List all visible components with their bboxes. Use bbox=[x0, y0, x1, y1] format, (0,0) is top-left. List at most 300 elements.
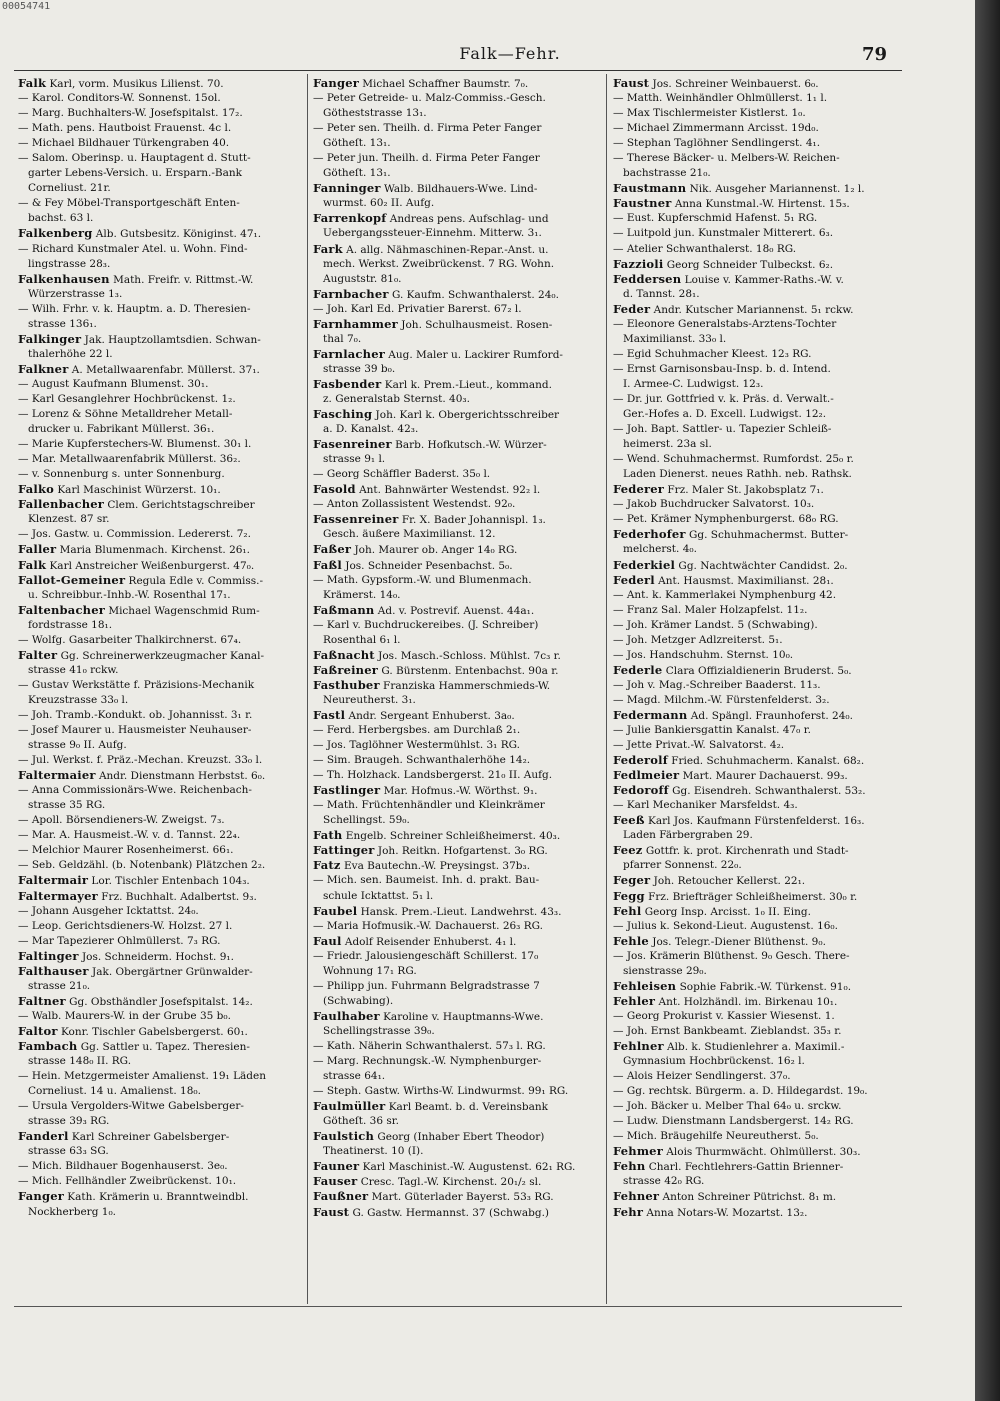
entry-text: — Luitpold jun. Kunstmaler Mitterert. 6₃. bbox=[613, 227, 834, 240]
directory-entry-line bbox=[613, 738, 897, 753]
entry-text: Konr. Tischler Gabelsbergerst. 60₁. bbox=[57, 1025, 248, 1038]
entry-surname: Faulmüller bbox=[313, 1099, 386, 1114]
directory-entry-line bbox=[613, 407, 897, 422]
directory-entry bbox=[313, 482, 597, 497]
entry-text: u. Schreibbur.-Inhb.-W. Rosenthal 17₁. bbox=[28, 588, 231, 601]
directory-entry-line bbox=[18, 1159, 302, 1174]
directory-entry bbox=[18, 648, 302, 663]
entry-text: — Joh. Karl Ed. Privatier Barerst. 67₂ l. bbox=[313, 302, 522, 315]
directory-entry bbox=[18, 542, 302, 557]
directory-entry bbox=[313, 783, 597, 798]
directory-entry bbox=[313, 317, 597, 332]
entry-text: sienstrasse 29₀. bbox=[623, 964, 707, 977]
entry-text: — Math. pens. Hautboist Frauenst. 4c l. bbox=[18, 122, 232, 135]
entry-text: Walb. Bildhauers-Wwe. Lind- bbox=[380, 183, 538, 196]
entry-surname: Faulhaber bbox=[313, 1008, 380, 1023]
directory-entry bbox=[613, 1189, 897, 1204]
directory-entry-line bbox=[18, 858, 302, 873]
entry-surname: Faßmann bbox=[313, 602, 375, 617]
directory-entry bbox=[313, 858, 597, 873]
entry-text: — Ferd. Herbergsbes. am Durchlaß 2₁. bbox=[313, 724, 521, 737]
directory-entry bbox=[18, 76, 302, 91]
entry-text: — Kath. Näherin Schwanthalerst. 57₃ l. RG. bbox=[313, 1040, 546, 1052]
entry-surname: Fazzioli bbox=[613, 256, 664, 271]
entry-text: Kath. Krämerin u. Branntweindbl. bbox=[63, 1191, 249, 1204]
directory-entry-line bbox=[613, 121, 897, 136]
directory-entry-line bbox=[313, 166, 597, 181]
entry-surname: Faßreiner bbox=[313, 662, 379, 677]
directory-entry-line bbox=[18, 91, 302, 106]
entry-text: — v. Sonnenburg s. unter Sonnenburg. bbox=[18, 468, 225, 481]
directory-entry-line bbox=[18, 181, 302, 196]
entry-surname: Fasold bbox=[313, 482, 356, 497]
entry-surname: Faulstich bbox=[313, 1129, 375, 1144]
header-rule bbox=[14, 70, 902, 71]
entry-text: Michael Wagenschmid Rum- bbox=[104, 604, 260, 617]
entry-text: Laden Färbergraben 29. bbox=[623, 829, 753, 842]
directory-entry-line bbox=[313, 964, 597, 979]
entry-surname: Fehner bbox=[613, 1189, 660, 1204]
entry-text: Schellingstrasse 39₀. bbox=[323, 1024, 435, 1037]
directory-entry bbox=[18, 1129, 302, 1144]
directory-entry-line bbox=[313, 136, 597, 151]
entry-surname: Falthauser bbox=[18, 963, 89, 978]
directory-entry bbox=[313, 377, 597, 392]
entry-text: Eva Bautechn.-W. Preysingst. 37b₃. bbox=[340, 860, 531, 873]
directory-entry-line bbox=[18, 1009, 302, 1024]
entry-text: — Mich. sen. Baumeist. Inh. d. prakt. Bau- bbox=[313, 874, 540, 887]
entry-text: — Lorenz & Söhne Metalldreher Metall- bbox=[18, 408, 233, 421]
entry-surname: Fallenbacher bbox=[18, 497, 105, 512]
column-3 bbox=[613, 76, 897, 1220]
entry-text: Götheſt. 36 sr. bbox=[323, 1115, 399, 1128]
directory-entry bbox=[613, 904, 897, 919]
directory-entry-line bbox=[313, 272, 597, 287]
entry-surname: Fehleisen bbox=[613, 978, 677, 993]
directory-entry-line bbox=[613, 542, 897, 557]
directory-entry bbox=[613, 1159, 897, 1174]
directory-entry-line bbox=[313, 633, 597, 648]
entry-text: — Franz Sal. Maler Holzapfelst. 11₂. bbox=[613, 603, 808, 616]
directory-entry-line bbox=[313, 196, 597, 211]
entry-text: Jos. Masch.-Schloss. Mühlst. 7c₃ r. bbox=[374, 649, 561, 662]
entry-surname: Fath bbox=[313, 828, 343, 843]
entry-text: Nockherberg 1₀. bbox=[28, 1205, 116, 1218]
entry-text: Joh. Schulhausmeist. Rosen- bbox=[397, 318, 553, 331]
entry-text: Joh. Maurer ob. Anger 14₀ RG. bbox=[351, 544, 518, 557]
entry-text: strasse 35 RG. bbox=[28, 799, 106, 812]
entry-text: — Joh. Metzger Adlzreiterst. 5₁. bbox=[613, 633, 783, 646]
directory-entry-line bbox=[18, 407, 302, 422]
directory-entry-line bbox=[613, 497, 897, 512]
directory-entry-line bbox=[18, 783, 302, 798]
entry-text: — Josef Maurer u. Hausmeister Neuhauser- bbox=[18, 724, 252, 737]
directory-entry-line bbox=[18, 106, 302, 121]
entry-text: — Julius k. Sekond-Lieut. Augustenst. 16₀. bbox=[613, 919, 838, 932]
entry-text: Anna Kunstmal.-W. Hirtenst. 15₃. bbox=[671, 198, 850, 211]
directory-entry-line bbox=[613, 1024, 897, 1039]
directory-entry-line bbox=[18, 136, 302, 151]
entry-text: — Karl v. Buchdruckereibes. (J. Schreiber) bbox=[313, 618, 539, 631]
directory-entry-line bbox=[313, 91, 597, 106]
entry-text: — Joh v. Mag.-Schreiber Baaderst. 11₃. bbox=[613, 678, 821, 691]
entry-text: Charl. Fechtlehrers-Gattin Brienner- bbox=[645, 1161, 844, 1174]
directory-entry bbox=[613, 663, 897, 678]
entry-surname: Fastlinger bbox=[313, 783, 381, 798]
directory-entry bbox=[313, 1189, 597, 1204]
entry-surname: Federmann bbox=[613, 707, 688, 722]
entry-text: Götheſt. 13₁. bbox=[323, 167, 391, 180]
entry-text: Jos. Schreiner Weinbauerst. 6₀. bbox=[649, 78, 819, 90]
entry-text: — Leop. Gerichtsdieners-W. Holzst. 27 l. bbox=[18, 919, 233, 932]
directory-entry bbox=[613, 994, 897, 1009]
directory-entry bbox=[613, 76, 897, 91]
directory-entry bbox=[313, 603, 597, 618]
directory-entry-line bbox=[613, 1069, 897, 1084]
directory-entry-line bbox=[313, 798, 597, 813]
entry-text: G. Bürstenm. Entenbachst. 90a r. bbox=[378, 664, 559, 677]
entry-text: Hansk. Prem.-Lieut. Landwehrst. 43₃. bbox=[357, 905, 562, 918]
entry-surname: Faußner bbox=[313, 1189, 369, 1204]
directory-entry-line bbox=[18, 287, 302, 302]
entry-text: Frz. Buchhalt. Adalbertst. 9₃. bbox=[97, 890, 257, 903]
entry-text: strasse 64₁. bbox=[323, 1070, 386, 1083]
entry-text: (Schwabing). bbox=[323, 994, 394, 1007]
directory-entry bbox=[613, 934, 897, 949]
entry-text: Anna Notars-W. Mozartst. 13₂. bbox=[643, 1206, 808, 1219]
entry-text: — Dr. jur. Gottfried v. k. Präs. d. Verwalt.- bbox=[613, 392, 834, 405]
entry-text: Ad. v. Postrevif. Auenst. 44a₁. bbox=[374, 604, 535, 617]
directory-entry-line bbox=[18, 828, 302, 843]
entry-text: Engelb. Schreiner Schleißheimerst. 40₃. bbox=[342, 830, 561, 843]
entry-text: — Walb. Maurers-W. in der Grube 35 b₀. bbox=[18, 1009, 231, 1022]
entry-text: — Julie Bankiersgattin Kanalst. 47₀ r. bbox=[613, 724, 811, 737]
entry-surname: Federhofer bbox=[613, 527, 686, 542]
directory-entry-line bbox=[313, 588, 597, 603]
entry-text: Ant. Holzhändl. im. Birkenau 10₁. bbox=[655, 995, 838, 1008]
directory-entry-line bbox=[18, 377, 302, 392]
entry-text: — Karl Gesanglehrer Hochbrückenst. 1₂. bbox=[18, 392, 236, 405]
entry-text: Gg. Nachtwächter Candidst. 2₀. bbox=[675, 559, 848, 572]
directory-entry bbox=[613, 272, 897, 287]
directory-entry-line bbox=[18, 1114, 302, 1129]
entry-text: — Jos. Taglöhner Westermühlst. 3₁ RG. bbox=[313, 739, 520, 752]
entry-text: — Mich. Bildhauer Bogenhauserst. 3e₀. bbox=[18, 1160, 228, 1173]
directory-entry-line bbox=[313, 873, 597, 888]
entry-text: — Ant. k. Kammerlakei Nymphenburg 42. bbox=[613, 588, 837, 601]
directory-entry-line bbox=[613, 1174, 897, 1189]
entry-text: strasse 41₀ rckw. bbox=[28, 663, 119, 676]
directory-entry-line bbox=[313, 1054, 597, 1069]
entry-text: — Seb. Geldzähl. (b. Notenbank) Plätzchen 2₂. bbox=[18, 859, 266, 872]
entry-text: Andreas pens. Aufschlag- und bbox=[386, 213, 549, 226]
directory-entry-line bbox=[313, 467, 597, 482]
directory-entry-line bbox=[613, 618, 897, 633]
entry-text: strasse 9₁ l. bbox=[323, 453, 386, 466]
entry-surname: Fark bbox=[313, 241, 343, 256]
entry-text: Anton Schreiner Pütrichst. 8₁ m. bbox=[659, 1191, 837, 1204]
directory-entry-line bbox=[613, 603, 897, 618]
entry-surname: Faltermaier bbox=[18, 768, 96, 783]
entry-text: Clara Offizialdienerin Bruderst. 5₀. bbox=[662, 664, 852, 677]
directory-entry-line bbox=[18, 257, 302, 272]
entry-text: bachstrasse 21₀. bbox=[623, 167, 711, 180]
directory-entry-line bbox=[613, 452, 897, 467]
directory-entry-line bbox=[18, 121, 302, 136]
directory-entry-line bbox=[313, 1114, 597, 1129]
entry-text: d. Tannst. 28₁. bbox=[623, 287, 700, 300]
entry-text: strasse 39₃ RG. bbox=[28, 1115, 110, 1128]
directory-entry-line bbox=[613, 512, 897, 527]
entry-surname: Fallot-Gemeiner bbox=[18, 572, 126, 587]
entry-text: — Eleonore Generalstabs-Arztens-Tochter bbox=[613, 317, 837, 330]
directory-entry-line bbox=[613, 226, 897, 241]
directory-entry bbox=[313, 437, 597, 452]
directory-entry-line bbox=[18, 753, 302, 768]
entry-surname: Fehn bbox=[613, 1159, 646, 1174]
directory-entry-line bbox=[613, 91, 897, 106]
entry-surname: Fedlmeier bbox=[613, 768, 680, 783]
entry-text: Karl Maschinist Würzerst. 10₁. bbox=[54, 484, 221, 497]
entry-text: Mart. Güterlader Bayerst. 53₃ RG. bbox=[368, 1191, 554, 1204]
entry-text: Gesch. äußere Maximilianst. 12. bbox=[323, 528, 496, 541]
entry-surname: Faller bbox=[18, 542, 57, 557]
entry-text: — Wend. Schuhmachermst. Rumfordst. 25₀ r. bbox=[613, 453, 854, 466]
directory-entry-line bbox=[313, 919, 597, 934]
entry-text: — Peter sen. Theilh. d. Firma Peter Fanger bbox=[313, 122, 542, 135]
directory-entry bbox=[613, 302, 897, 317]
entry-text: Cresc. Tagl.-W. Kirchenst. 20₁/₂ sl. bbox=[357, 1176, 542, 1189]
entry-text: — Matth. Weinhändler Ohlmüllerst. 1₁ l. bbox=[613, 92, 828, 105]
directory-entry bbox=[313, 347, 597, 362]
entry-text: — Jos. Handschuhm. Sternst. 10₀. bbox=[613, 648, 794, 661]
entry-text: G. Gastw. Hermannst. 37 (Schwabg.) bbox=[349, 1206, 550, 1219]
directory-entry-line bbox=[313, 1144, 597, 1159]
entry-text: — Magd. Milchm.-W. Fürstenfelderst. 3₂. bbox=[613, 693, 830, 706]
directory-entry bbox=[613, 196, 897, 211]
directory-entry bbox=[18, 362, 302, 377]
entry-text: Karl k. Prem.-Lieut., kommand. bbox=[381, 378, 552, 391]
directory-entry-line bbox=[313, 452, 597, 467]
entry-text: — Marg. Rechnungsk.-W. Nymphenburger- bbox=[313, 1055, 542, 1068]
entry-surname: Fehr bbox=[613, 1204, 644, 1219]
entry-text: Aug. Maler u. Lackirer Rumford- bbox=[384, 348, 563, 361]
entry-text: Jos. Telegr.-Diener Blüthenst. 9₀. bbox=[648, 935, 826, 948]
entry-surname: Faustner bbox=[613, 196, 672, 211]
directory-entry bbox=[18, 272, 302, 287]
entry-surname: Feez bbox=[613, 843, 643, 858]
entry-text: mech. Werkst. Zweibrückenst. 7 RG. Wohn. bbox=[323, 257, 555, 270]
directory-entry-line bbox=[613, 1099, 897, 1114]
scan-id: 00054741 bbox=[2, 1, 51, 12]
directory-entry-line bbox=[18, 1205, 302, 1220]
entry-text: Maria Blumenmach. Kirchenst. 26₁. bbox=[56, 544, 250, 557]
entry-text: Jak. Hauptzollamtsdien. Schwan- bbox=[81, 333, 261, 346]
entry-surname: Faust bbox=[613, 76, 650, 90]
entry-text: strasse 148₀ II. RG. bbox=[28, 1055, 132, 1068]
entry-text: Theatinerst. 10 (I). bbox=[323, 1145, 424, 1158]
entry-text: Andr. Kutscher Mariannenst. 5₁ rckw. bbox=[650, 303, 854, 316]
directory-entry bbox=[313, 1205, 597, 1220]
directory-entry-line bbox=[18, 843, 302, 858]
entry-text: Joh. Karl k. Obergerichtsschreiber bbox=[372, 409, 560, 422]
column-2 bbox=[313, 76, 597, 1220]
directory-entry bbox=[313, 211, 597, 226]
entry-text: — Mar Tapezierer Ohlmüllerst. 7₃ RG. bbox=[18, 934, 221, 947]
directory-entry bbox=[313, 1099, 597, 1114]
directory-entry bbox=[613, 768, 897, 783]
directory-entry-line bbox=[313, 151, 597, 166]
entry-text: strasse 39 b₀. bbox=[323, 362, 396, 375]
directory-entry bbox=[613, 1144, 897, 1159]
entry-text: — Joh. Ernst Bankbeamt. Zieblandst. 35₃ r. bbox=[613, 1024, 842, 1037]
directory-entry-line bbox=[613, 106, 897, 121]
directory-entry-line bbox=[313, 422, 597, 437]
entry-text: — Mich. Bräugehilfe Neureutherst. 5₀. bbox=[613, 1130, 819, 1143]
entry-text: Corneliust. 21r. bbox=[28, 182, 111, 195]
entry-text: — Anna Commissionärs-Wwe. Reichenbach- bbox=[18, 784, 252, 797]
directory-entry bbox=[613, 979, 897, 994]
entry-text: Sophie Fabrik.-W. Türkenst. 91₀. bbox=[676, 980, 852, 993]
directory-entry-line bbox=[313, 106, 597, 121]
entry-text: Frz. Maler St. Jakobsplatz 7₁. bbox=[664, 484, 824, 497]
entry-surname: Fasenreiner bbox=[313, 437, 392, 452]
directory-entry-line bbox=[613, 723, 897, 738]
directory-entry-line bbox=[313, 226, 597, 241]
entry-text: — Sim. Braugeh. Schwanthalerhöhe 14₂. bbox=[313, 754, 531, 767]
directory-entry-line bbox=[18, 633, 302, 648]
entry-surname: Faltor bbox=[18, 1023, 58, 1038]
directory-entry-line bbox=[18, 242, 302, 257]
entry-surname: Fehler bbox=[613, 993, 656, 1008]
entry-text: Louise v. Kammer-Raths.-W. v. bbox=[681, 273, 844, 286]
directory-entry bbox=[313, 648, 597, 663]
directory-entry bbox=[613, 873, 897, 888]
entry-text: A. Metallwaarenfabr. Müllerst. 37₁. bbox=[68, 363, 260, 376]
entry-text: — Jette Privat.-W. Salvatorst. 4₂. bbox=[613, 739, 785, 752]
directory-entry-line bbox=[313, 497, 597, 512]
entry-surname: Fehle bbox=[613, 933, 649, 948]
entry-text: A. allg. Nähmaschinen-Repar.-Anst. u. bbox=[342, 243, 549, 256]
directory-entry bbox=[18, 226, 302, 241]
entry-text: Auguststr. 81₀. bbox=[323, 272, 402, 285]
directory-entry-line bbox=[313, 121, 597, 136]
entry-surname: Fanderl bbox=[18, 1129, 69, 1144]
entry-surname: Falk bbox=[18, 557, 47, 572]
entry-text: Adolf Reisender Enhuberst. 4₁ l. bbox=[341, 935, 517, 948]
entry-text: Kreuzstrasse 33₀ l. bbox=[28, 693, 129, 706]
entry-text: Gg. Eisendreh. Schwanthalerst. 53₂. bbox=[668, 785, 866, 798]
entry-surname: Federle bbox=[613, 662, 663, 677]
entry-text: Gg. Schreinerwerkzeugmacher Kanal- bbox=[57, 649, 265, 662]
entry-text: — Jos. Gastw. u. Commission. Ledererst. 7₂. bbox=[18, 528, 251, 541]
directory-entry-line bbox=[613, 949, 897, 964]
directory-entry-line bbox=[613, 422, 897, 437]
entry-text: thalerhöhe 22 l. bbox=[28, 347, 113, 360]
directory-entry-line bbox=[613, 151, 897, 166]
entry-surname: Faltner bbox=[18, 993, 66, 1008]
directory-entry-line bbox=[18, 422, 302, 437]
entry-text: Karl Schreiner Gabelsberger- bbox=[68, 1131, 230, 1144]
directory-entry-line bbox=[313, 738, 597, 753]
entry-surname: Farrenkopf bbox=[313, 211, 387, 226]
directory-entry-line bbox=[18, 302, 302, 317]
directory-entry-line bbox=[613, 437, 897, 452]
column-separator bbox=[606, 74, 607, 1304]
entry-text: Gottfr. k. prot. Kirchenrath und Stadt- bbox=[642, 845, 849, 858]
entry-text: — Marg. Buchhalters-W. Josefspitalst. 17₂. bbox=[18, 107, 243, 120]
entry-surname: Feger bbox=[613, 873, 651, 888]
directory-entry bbox=[313, 181, 597, 196]
directory-entry-line bbox=[313, 768, 597, 783]
directory-entry-line bbox=[18, 1144, 302, 1159]
directory-entry-line bbox=[18, 588, 302, 603]
entry-text: — Georg Schäffler Baderst. 35₀ l. bbox=[313, 468, 491, 481]
directory-entry-line bbox=[613, 1009, 897, 1024]
entry-text: Krämerst. 14₀. bbox=[323, 588, 401, 601]
entry-text: — Michael Bildhauer Türkengraben 40. bbox=[18, 137, 230, 150]
entry-text: — Georg Prokurist v. Kassier Wiesenst. 1. bbox=[613, 1009, 835, 1022]
entry-text: strasse 21₀. bbox=[28, 979, 91, 992]
directory-entry-line bbox=[313, 332, 597, 347]
directory-entry-line bbox=[613, 1129, 897, 1144]
entry-text: — Wolfg. Gasarbeiter Thalkirchnerst. 67₄. bbox=[18, 633, 242, 646]
entry-surname: Federer bbox=[613, 482, 665, 497]
entry-text: strasse 9₀ II. Aufg. bbox=[28, 739, 127, 752]
entry-text: Jak. Obergärtner Grünwalder- bbox=[88, 965, 253, 978]
directory-entry bbox=[613, 257, 897, 272]
directory-entry-line bbox=[313, 302, 597, 317]
entry-text: Mart. Maurer Dachauerst. 99₃. bbox=[679, 770, 848, 783]
directory-entry-line bbox=[613, 166, 897, 181]
directory-entry-line bbox=[313, 723, 597, 738]
entry-text: Michael Schaffner Baumstr. 7₀. bbox=[358, 78, 529, 90]
entry-text: — August Kaufmann Blumenst. 30₁. bbox=[18, 377, 209, 390]
directory-entry bbox=[313, 678, 597, 693]
entry-text: Rosenthal 6₁ l. bbox=[323, 633, 401, 646]
entry-text: — Karl Mechaniker Marsfeldst. 4₃. bbox=[613, 799, 798, 812]
directory-entry-line bbox=[313, 1084, 597, 1099]
entry-surname: Falkinger bbox=[18, 331, 82, 346]
directory-entry bbox=[313, 904, 597, 919]
directory-entry bbox=[613, 708, 897, 723]
entry-text: — Atelier Schwanthalerst. 18₀ RG. bbox=[613, 242, 797, 255]
entry-text: Math. Freifr. v. Rittmst.-W. bbox=[109, 273, 254, 286]
entry-text: Clem. Gerichtstagschreiber bbox=[104, 499, 255, 512]
entry-text: — Wilh. Frhr. v. k. Hauptm. a. D. Theresien- bbox=[18, 302, 251, 315]
entry-text: Gg. Obsthändler Josefspitalst. 14₂. bbox=[65, 995, 253, 1008]
entry-text: — Karol. Conditors-W. Sonnenst. 15ol. bbox=[18, 92, 221, 105]
directory-entry-line bbox=[18, 1069, 302, 1084]
directory-entry-line bbox=[613, 1084, 897, 1099]
directory-entry-line bbox=[613, 347, 897, 362]
directory-entry-line bbox=[613, 798, 897, 813]
entry-text: wurmst. 60₂ II. Aufg. bbox=[323, 197, 435, 210]
entry-text: — Mich. Fellhändler Zweibrückenst. 10₁. bbox=[18, 1175, 237, 1188]
entry-surname: Fedoroff bbox=[613, 783, 669, 798]
entry-text: — Math. Gypsform.-W. und Blumenmach. bbox=[313, 573, 532, 586]
entry-text: pfarrer Sonnenst. 22₀. bbox=[623, 859, 742, 872]
entry-text: Ad. Spängl. Fraunhoferst. 24₀. bbox=[687, 709, 853, 722]
directory-entry-line bbox=[313, 994, 597, 1009]
entry-text: — Maria Hofmusik.-W. Dachauerst. 26₃ RG. bbox=[313, 919, 543, 932]
entry-text: fordstrasse 18₁. bbox=[28, 618, 113, 631]
directory-entry bbox=[613, 889, 897, 904]
entry-text: — Michael Zimmermann Arcisst. 19d₀. bbox=[613, 122, 819, 135]
entry-text: Alb. Gutsbesitz. Königinst. 47₁. bbox=[92, 228, 262, 241]
entry-text: Georg (Inhaber Ebert Theodor) bbox=[374, 1131, 545, 1144]
directory-entry-line bbox=[18, 934, 302, 949]
